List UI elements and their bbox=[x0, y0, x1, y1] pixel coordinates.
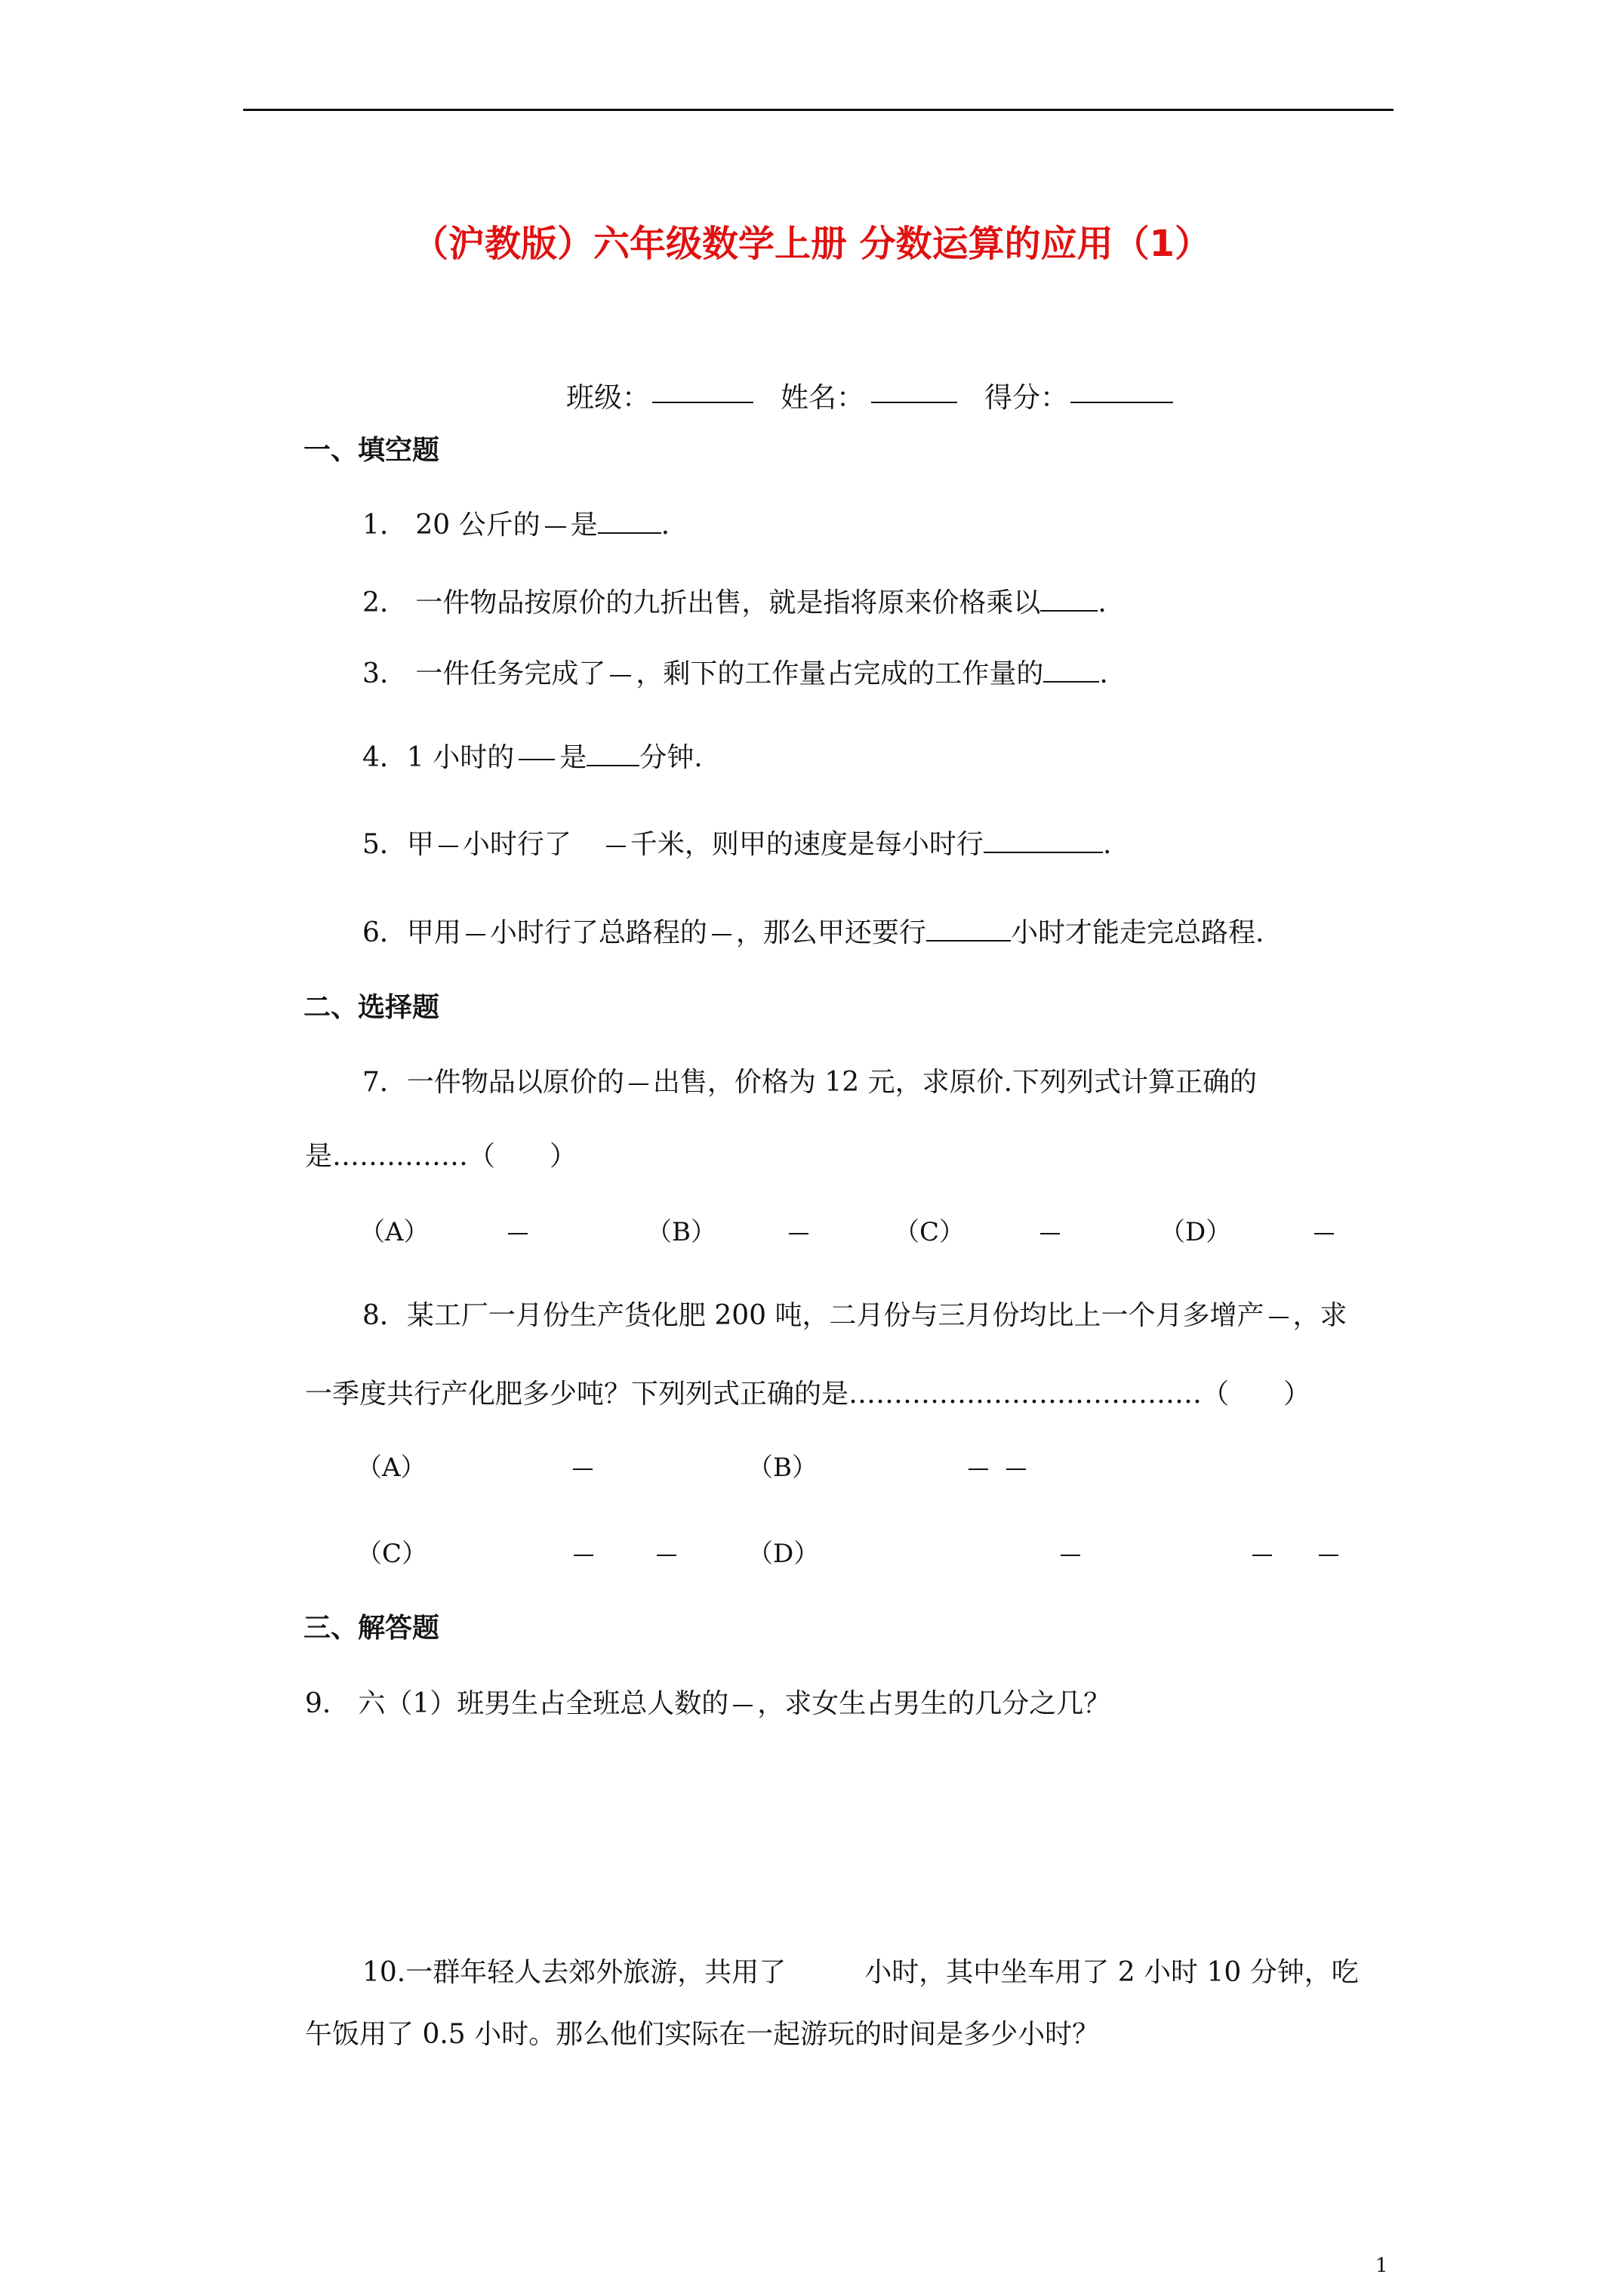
q5-blank[interactable] bbox=[984, 824, 1103, 853]
q8-option-c[interactable]: （C） bbox=[356, 1533, 681, 1570]
q7-option-d[interactable]: （D） bbox=[1160, 1211, 1338, 1248]
q8-option-a[interactable]: （A） bbox=[356, 1447, 597, 1484]
question-4: 4．1 小时的 是 分钟. bbox=[362, 736, 703, 775]
q3-blank[interactable] bbox=[1043, 654, 1099, 683]
score-blank[interactable] bbox=[1070, 374, 1173, 410]
question-3: 3. 一件任务完成了 ，剩下的工作量占完成的工作量的 . bbox=[362, 652, 1108, 691]
question-10-line-2: 午饭用了 0.5 小时。那么他们实际在一起游玩的时间是多少小时？ bbox=[305, 2019, 1100, 2050]
question-8-line-1: 8．某工厂一月份生产货化肥 200 吨，二月份与三月份均比上一个月多增产 ，求 bbox=[362, 1300, 1347, 1331]
question-7-line-1: 7．一件物品以原价的 出售，价格为 12 元，求原价.下列列式计算正确的 bbox=[362, 1067, 1258, 1098]
question-10-line-1: 10.一群年轻人去郊外旅游，共用了 小时，其中坐车用了 2 小时 10 分钟，吃 bbox=[362, 1957, 1359, 1988]
question-2: 2. 一件物品按原价的九折出售，就是指将原来价格乘以 . bbox=[362, 581, 1107, 620]
class-blank[interactable] bbox=[652, 374, 753, 410]
q4-blank[interactable] bbox=[587, 738, 639, 766]
question-6: 6．甲用 小时行了总路程的 ，那么甲还要行 小时才能走完总路程. bbox=[362, 911, 1264, 950]
q6-blank[interactable] bbox=[926, 913, 1011, 942]
question-7-line-2: 是……………（ ） bbox=[305, 1141, 577, 1172]
q7-option-a[interactable]: （A） bbox=[359, 1211, 532, 1248]
name-label: 姓名： bbox=[781, 381, 864, 414]
section-multiple-choice-heading: 二、选择题 bbox=[303, 992, 440, 1023]
question-1: 1. 20 公斤的 是 . bbox=[362, 504, 670, 542]
q8-option-d[interactable]: （D） bbox=[747, 1533, 1343, 1570]
q2-blank[interactable] bbox=[1040, 583, 1098, 612]
question-5: 5．甲 小时行了 千米，则甲的速度是每小时行 . bbox=[362, 823, 1111, 861]
page-number: 1 bbox=[1375, 2254, 1388, 2277]
score-label: 得分： bbox=[984, 381, 1068, 414]
section-answer-heading: 三、解答题 bbox=[303, 1613, 440, 1644]
page-title: （沪教版）六年级数学上册 分数运算的应用（1） bbox=[411, 223, 1212, 265]
q1-blank[interactable] bbox=[598, 505, 661, 534]
question-9: 9. 六（1）班男生占全班总人数的 ，求女生占男生的几分之几？ bbox=[305, 1688, 1111, 1719]
q7-option-c[interactable]: （C） bbox=[894, 1211, 1064, 1248]
class-label: 班级： bbox=[566, 381, 650, 414]
q7-option-b[interactable]: （B） bbox=[646, 1211, 813, 1248]
name-blank[interactable] bbox=[871, 374, 957, 410]
q8-option-b[interactable]: （B） bbox=[747, 1447, 1030, 1484]
section-fill-in-heading: 一、填空题 bbox=[303, 435, 440, 466]
question-8-line-2: 一季度共行产化肥多少吨？下列列式正确的是…………………………………（ ） bbox=[305, 1379, 1311, 1410]
header-rule bbox=[243, 109, 1394, 111]
